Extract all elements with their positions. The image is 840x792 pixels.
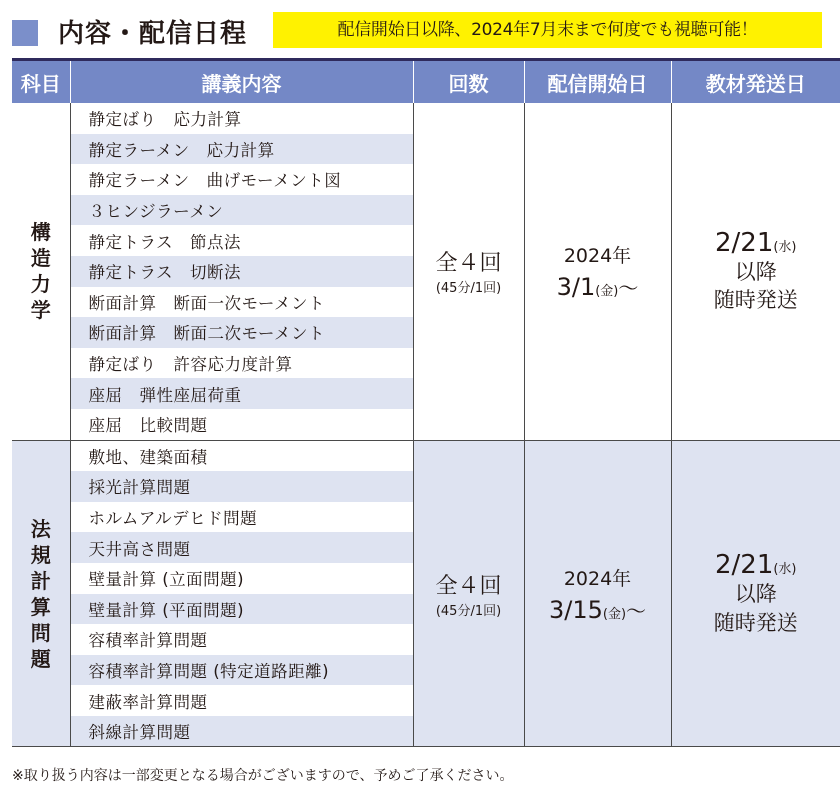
ship-onward: 以降 [734, 582, 777, 607]
lecture-topic: 静定ラーメン 応力計算 [70, 134, 413, 165]
lecture-topic: 天井高さ問題 [70, 532, 413, 563]
lecture-topic: 静定ばり 応力計算 [70, 103, 413, 134]
ship-date-cell [671, 440, 840, 747]
column-header-count: 回数 [413, 60, 524, 104]
subject-cell [12, 440, 70, 747]
column-header-ship-date: 教材発送日 [671, 60, 840, 104]
start-year: 2024年 [563, 245, 632, 268]
lecture-topic: 座屈 比較問題 [70, 409, 413, 440]
lecture-topic: 座屈 弾性座屈荷重 [70, 378, 413, 409]
lecture-topic: 断面計算 断面一次モーメント [70, 287, 413, 318]
ship-date-cell [671, 103, 840, 440]
start-tilde: 〜 [626, 598, 647, 623]
ship-weekday: (水) [773, 562, 797, 578]
lecture-topic: 静定トラス 節点法 [70, 225, 413, 256]
schedule-table [12, 58, 840, 747]
ship-onward: 以降 [734, 259, 777, 284]
subject-label: 法規計算問題 [30, 516, 51, 671]
lecture-topic: 壁量計算 (立面問題) [70, 563, 413, 594]
session-duration: (45分/1回) [435, 603, 502, 619]
lecture-topic: 静定ラーメン 曲げモーメント図 [70, 164, 413, 195]
ship-note: 随時発送 [713, 610, 798, 635]
ship-date: 2/21 [714, 227, 774, 258]
lecture-topic: 静定トラス 切断法 [70, 256, 413, 287]
table-body [12, 103, 840, 747]
session-count: 全４回 [435, 573, 502, 599]
ship-weekday: (水) [773, 239, 797, 255]
table-row [12, 440, 840, 471]
footnote: ※取り扱う内容は一部変更となる場合がございますので、予めご了承ください。 [12, 768, 514, 784]
start-date-cell [524, 103, 671, 440]
lecture-topic: 静定ばり 許容応力度計算 [70, 348, 413, 379]
subject-label: 構造力学 [30, 220, 51, 323]
lecture-topic: ホルムアルデヒド問題 [70, 502, 413, 533]
start-weekday: (金) [602, 606, 627, 622]
column-header-content: 講義内容 [70, 60, 413, 104]
lecture-topic: 容積率計算問題 [70, 624, 413, 655]
ship-note: 随時発送 [713, 288, 798, 313]
header [0, 0, 840, 56]
start-weekday: (金) [595, 284, 619, 300]
start-tilde: 〜 [618, 276, 639, 301]
lecture-topic: 断面計算 断面二次モーメント [70, 317, 413, 348]
start-date-cell [524, 440, 671, 747]
lecture-topic: 建蔽率計算問題 [70, 685, 413, 716]
session-count-cell [413, 103, 524, 440]
table-row [12, 103, 840, 134]
page-title: 内容・配信日程 [58, 19, 248, 49]
lecture-topic: 敷地、建築面積 [70, 440, 413, 471]
session-duration: (45分/1回) [435, 281, 502, 297]
ship-date: 2/21 [714, 550, 774, 581]
start-year: 2024年 [563, 567, 632, 590]
lecture-topic: 採光計算問題 [70, 471, 413, 502]
lecture-topic: 容積率計算問題 (特定道路距離) [70, 655, 413, 686]
table-header-row [12, 60, 840, 104]
column-header-subject: 科目 [12, 60, 70, 104]
availability-note: 配信開始日以降、2024年7月末まで何度でも視聴可能！ [273, 12, 822, 48]
start-date: 3/1 [556, 273, 596, 302]
session-count: 全４回 [435, 251, 502, 277]
lecture-topic: ３ヒンジラーメン [70, 195, 413, 226]
lecture-topic: 壁量計算 (平面問題) [70, 594, 413, 625]
column-header-start-date: 配信開始日 [524, 60, 671, 104]
session-count-cell [413, 440, 524, 747]
start-date: 3/15 [548, 595, 603, 624]
lecture-topic: 斜線計算問題 [70, 716, 413, 747]
title-square-icon [12, 20, 38, 46]
subject-cell [12, 103, 70, 440]
